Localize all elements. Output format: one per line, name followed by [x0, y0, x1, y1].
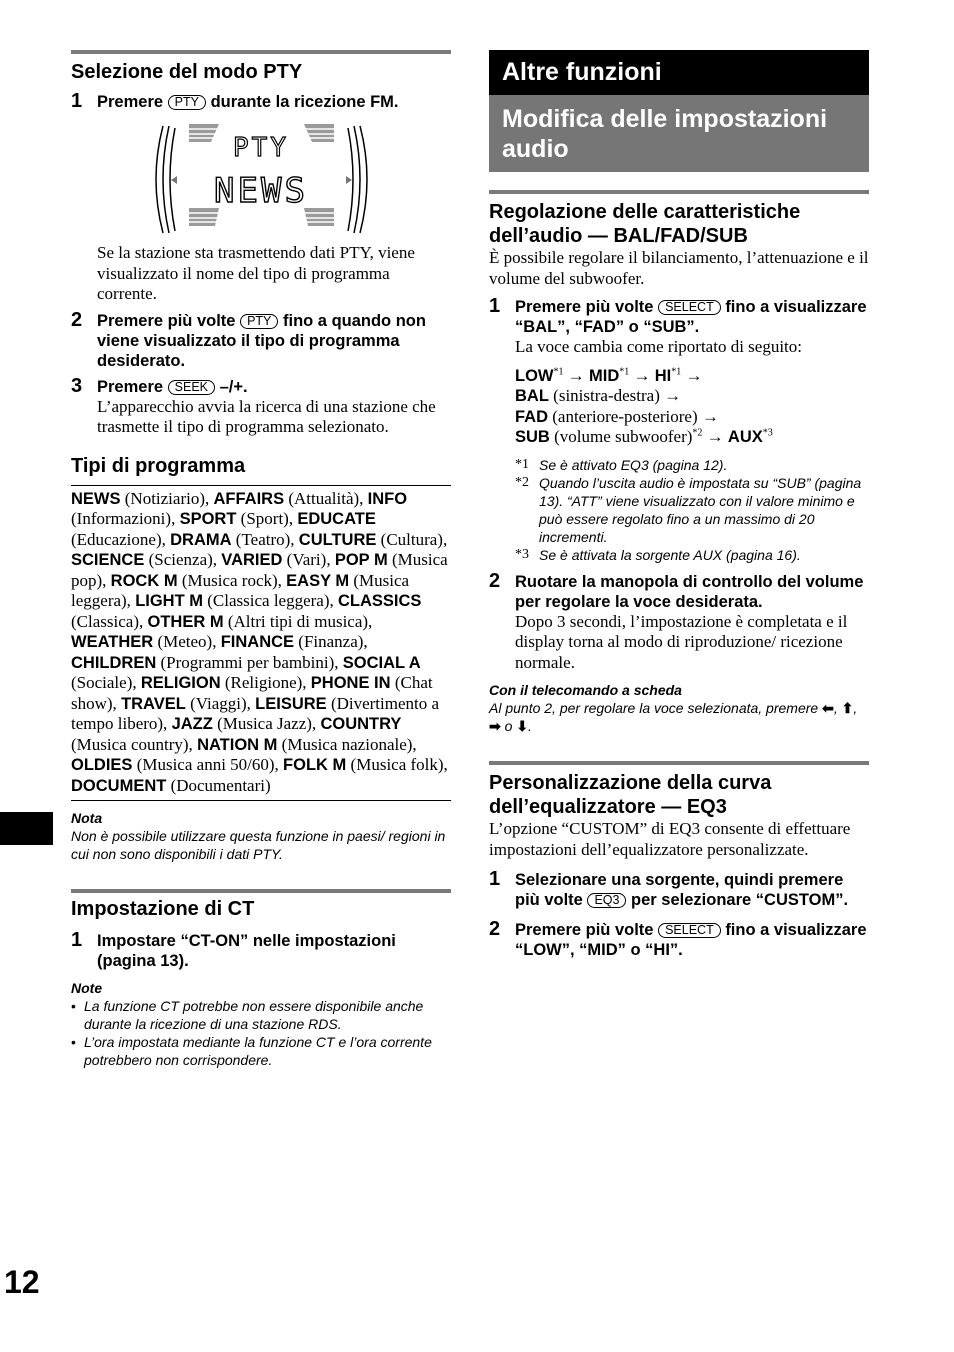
program-type-key: AFFAIRS	[213, 489, 285, 508]
program-type-desc: (Musica leggera),	[71, 570, 410, 610]
footnote-ref: *1	[553, 365, 564, 377]
program-type-desc: (Musica rock),	[177, 570, 287, 590]
pty-section-title: Selezione del modo PTY	[71, 61, 303, 83]
notes-title: Note	[71, 980, 103, 996]
bal-section-title: Regolazione delle caratteristiche dell’audio — BAL/FAD/SUB	[489, 201, 801, 247]
arrow-right-icon: →	[567, 365, 585, 385]
program-type-key: LEISURE	[255, 694, 327, 713]
seq-sub-desc: (volume subwoofer)	[549, 427, 693, 446]
footnotes	[515, 456, 869, 564]
step-text: Premere più volte	[97, 311, 236, 330]
arrow-up-icon: ⬆	[841, 700, 854, 716]
eq-step-1	[489, 870, 869, 910]
lcd-display-illustration	[149, 122, 374, 237]
chapter-title: Altre funzioni	[489, 50, 869, 95]
program-type-key: NATION M	[197, 735, 278, 754]
step-number: 2	[489, 918, 501, 940]
eq-step-2	[489, 920, 869, 960]
note-item-text: La funzione CT potrebbe non essere disponibile anche durante la ricezione di una stazione RDS.	[84, 998, 424, 1032]
step-text: Premere	[97, 93, 164, 111]
program-type-key: SOCIAL A	[342, 653, 421, 672]
arrow-right-icon: →	[706, 427, 724, 446]
seq-sub: SUB	[515, 428, 550, 446]
program-type-desc: (Documentari)	[166, 775, 271, 795]
program-type-key: CLASSICS	[338, 592, 422, 610]
program-type-key: TRAVEL	[121, 694, 186, 713]
display-bottom-text: NEWS	[214, 171, 308, 211]
bal-step-1-body: La voce cambia come riportato di seguito:	[515, 337, 803, 356]
arrow-right-icon: →	[701, 406, 719, 426]
arrow-left-icon: ⬅	[822, 700, 834, 716]
program-type-desc: (Musica anni 50/60),	[132, 755, 284, 774]
remote-text: Al punto 2, per regolare la voce selezionata, premere ⬅, ⬆, ➡ o ⬇.	[489, 700, 858, 734]
program-type-desc: (Educazione),	[71, 529, 171, 549]
program-type-desc: (Divertimento a tempo libero),	[71, 693, 440, 733]
remote-title: Con il telecomando a scheda	[489, 682, 682, 698]
ct-section-title: Impostazione di CT	[71, 898, 255, 920]
program-type-desc: (Musica country),	[71, 734, 198, 754]
program-type-key: EASY M	[286, 571, 350, 590]
bal-step-1	[489, 297, 869, 564]
program-type-key: OTHER M	[147, 612, 224, 631]
step-number: 1	[71, 929, 83, 951]
step-text: Ruotare la manopola di controllo del volume per regolare la voce desiderata.	[515, 572, 864, 611]
program-type-desc: (Sociale),	[71, 673, 141, 692]
step-text: Premere più volte	[515, 921, 654, 939]
program-type-key: DRAMA	[170, 530, 232, 549]
step-text: Premere	[97, 377, 164, 396]
seek-button-label: SEEK	[168, 380, 215, 395]
program-type-desc: (Viaggi),	[185, 693, 256, 713]
step-number: 2	[489, 569, 501, 592]
note-text: Non è possibile utilizzare questa funzione in paesi/ regioni in cui non sono disponibili i dati PTY.	[71, 828, 446, 862]
footnote-text: Se è attivato EQ3 (pagina 12).	[539, 456, 728, 473]
program-type-key: CHILDREN	[71, 653, 157, 672]
program-type-key: CULTURE	[298, 530, 377, 549]
program-type-key: VARIED	[221, 551, 283, 569]
program-type-desc: (Sport),	[236, 509, 298, 528]
pty-step-1	[71, 92, 451, 305]
program-type-desc: (Religione),	[220, 673, 311, 692]
program-type-desc: (Musica nazionale),	[277, 734, 417, 754]
arrow-down-icon: ⬇	[516, 718, 529, 734]
program-type-desc: (Altri tipi di musica),	[223, 611, 373, 631]
pty-button-label: PTY	[240, 314, 278, 329]
footnote-ref: *1	[619, 365, 630, 377]
program-type-key: ROCK M	[110, 571, 178, 590]
bal-intro: È possibile regolare il bilanciamento, l’attenuazione e il volume del subwoofer.	[489, 248, 869, 288]
seq-aux: AUX	[727, 428, 763, 446]
section-title-bar: Modifica delle impostazioni audio	[489, 95, 869, 172]
program-type-desc: (Musica pop),	[71, 550, 448, 590]
program-type-desc: (Cultura),	[376, 529, 448, 549]
program-type-key: RELIGION	[140, 674, 221, 692]
program-type-desc: (Musica Jazz),	[212, 714, 321, 733]
step-text: Impostare “CT-ON” nelle impostazioni (pagina 13).	[97, 932, 396, 970]
step-number: 3	[71, 374, 83, 397]
pty-step-2	[71, 308, 451, 371]
footnote	[515, 456, 869, 474]
seq-fad: FAD	[515, 407, 548, 426]
bal-step-2-body: Dopo 3 secondi, l’impostazione è completata e il display torna al modo di riproduzione/ ricezione normale.	[515, 611, 848, 672]
program-type-key: NEWS	[71, 489, 121, 508]
display-top-text: PTY	[233, 133, 289, 163]
program-type-key: FINANCE	[220, 633, 295, 651]
left-column	[71, 50, 451, 1069]
footnote	[515, 546, 869, 564]
note-item-text: L’ora impostata mediante la funzione CT e l’ora corrente potrebbero non corrispondere.	[84, 1034, 432, 1068]
footnote-text: Se è attivata la sorgente AUX (pagina 16).	[539, 546, 801, 563]
arrow-right-icon: →	[664, 386, 682, 405]
program-type-desc: (Musica folk),	[346, 755, 448, 774]
arrow-right-icon: →	[685, 365, 703, 385]
step-text: per selezionare “CUSTOM”.	[631, 891, 849, 909]
footnote-ref: *3	[762, 427, 773, 439]
program-type-key: DOCUMENT	[71, 776, 167, 795]
step-number: 1	[489, 295, 501, 317]
cycle-sequence	[515, 366, 869, 448]
lcd-display-graphic	[149, 122, 374, 237]
footnote-mark: *2	[515, 474, 529, 490]
arrow-right-icon: →	[633, 365, 651, 385]
program-type-key: EDUCATE	[297, 510, 376, 528]
eq3-button-label: EQ3	[587, 893, 626, 908]
program-type-key: JAZZ	[171, 715, 213, 733]
step-text: Selezionare una sorgente, quindi premere più volte	[515, 871, 844, 909]
program-types-title: Tipi di programma	[71, 454, 246, 477]
select-button-label: SELECT	[658, 300, 721, 315]
program-type-key: INFO	[367, 489, 408, 508]
note-title: Nota	[71, 810, 103, 826]
program-type-desc: (Vari),	[282, 550, 335, 569]
program-type-key: COUNTRY	[320, 715, 402, 733]
seq-mid: MID	[589, 366, 620, 385]
note-item: • L’ora impostata mediante la funzione CT e l’ora corrente potrebbero non corrispondere.	[71, 1033, 451, 1069]
eq-intro: L’opzione “CUSTOM” di EQ3 consente di effettuare impostazioni dell’equalizzatore personalizzate.	[489, 819, 851, 859]
footnote-text: Quando l’uscita audio è impostata su “SUB” (pagina 13). “ATT” viene visualizzato con il valore minimo e può essere regolato fino a un massimo di 20 incrementi.	[539, 474, 862, 545]
step-number: 2	[71, 308, 83, 331]
step-number: 1	[71, 90, 83, 112]
remote-text-body: Al punto 2, per regolare la voce selezionata, premere	[489, 700, 819, 716]
arrow-right-icon: ➡	[489, 718, 501, 734]
step-text: durante la ricezione FM.	[210, 93, 399, 111]
seq-bal-desc: (sinistra-destra)	[548, 386, 665, 405]
seq-hi: HI	[654, 366, 672, 385]
program-type-desc: (Informazioni),	[71, 509, 180, 528]
program-type-key: SPORT	[179, 510, 237, 528]
program-type-desc: (Classica),	[71, 611, 148, 631]
footnote-ref: *2	[692, 427, 703, 439]
right-column	[489, 50, 869, 960]
program-type-desc: (Programmi per bambini),	[156, 652, 343, 672]
chapter-side-tab	[0, 812, 53, 845]
step-text: fino a visualizzare “LOW”, “MID” o “HI”.	[515, 921, 867, 959]
note-item: • La funzione CT potrebbe non essere disponibile anche durante la ricezione di una stazione RDS.	[71, 997, 451, 1033]
program-type-key: LIGHT M	[135, 592, 204, 610]
pty-step-1-body: Se la stazione sta trasmettendo dati PTY, viene visualizzato il nome del tipo di programma corrente.	[97, 243, 415, 303]
footnote-mark: *3	[515, 546, 529, 562]
footnote	[515, 474, 869, 546]
ct-step-1	[71, 931, 451, 971]
page-number: 12	[4, 1264, 40, 1300]
program-type-desc: (Meteo),	[153, 632, 221, 651]
pty-step-3-body: L’apparecchio avvia la ricerca di una stazione che trasmette il tipo di programma selezionato.	[97, 396, 436, 436]
program-type-key: PHONE IN	[310, 674, 391, 692]
seq-fad-desc: (anteriore-posteriore)	[548, 406, 702, 426]
program-type-key: WEATHER	[71, 633, 154, 651]
divider	[71, 800, 451, 801]
eq-section-title: Personalizzazione della curva dell’equalizzatore — EQ3	[489, 772, 772, 818]
program-type-key: POP M	[334, 551, 388, 569]
footnote-mark: *1	[515, 456, 529, 472]
program-type-desc: (Teatro),	[231, 529, 299, 549]
program-type-desc: (Chat show),	[71, 673, 433, 713]
step-number: 1	[489, 868, 501, 890]
program-type-desc: (Attualità),	[284, 488, 368, 508]
program-type-key: OLDIES	[71, 756, 133, 774]
program-type-desc: (Scienza),	[144, 550, 222, 569]
step-text: fino a visualizzare “BAL”, “FAD” o “SUB”.	[515, 298, 867, 336]
program-type-desc: (Notiziario),	[120, 488, 214, 508]
seq-low: LOW	[515, 366, 554, 385]
program-type-key: FOLK M	[283, 756, 347, 774]
bal-step-2	[489, 569, 869, 674]
program-types-list	[71, 486, 451, 801]
step-text: –/+.	[219, 377, 248, 396]
step-text: fino a quando non viene visualizzato il tipo di programma desiderato.	[97, 311, 426, 370]
program-type-desc: (Classica leggera),	[203, 591, 339, 610]
footnote-ref: *1	[671, 365, 682, 377]
pty-button-label: PTY	[168, 95, 206, 110]
step-text: Premere più volte	[515, 298, 654, 316]
pty-step-3	[71, 374, 451, 438]
select-button-label: SELECT	[658, 923, 721, 938]
remote-or: o	[504, 718, 513, 734]
program-type-desc: (Finanza),	[294, 632, 368, 651]
seq-bal: BAL	[515, 387, 549, 405]
program-type-key: SCIENCE	[71, 551, 145, 569]
